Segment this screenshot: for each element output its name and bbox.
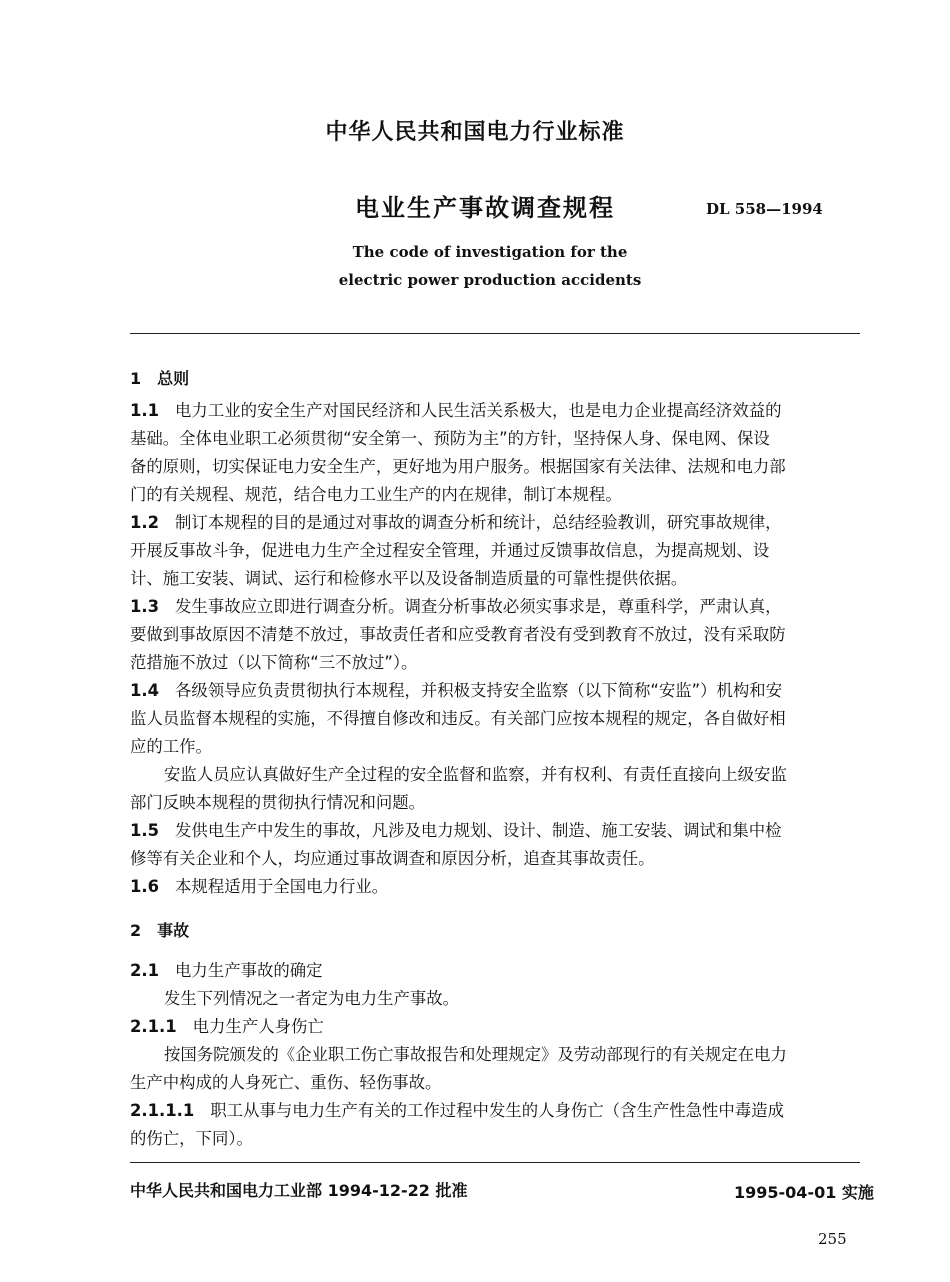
paragraph-line: 基础。全体电业职工必须贯彻“安全第一、预防为主”的方针，坚持保人身、保电网、保设 xyxy=(130,429,770,448)
paragraph-line: 的伤亡，下同）。 xyxy=(130,1129,253,1148)
section-title: 总则 xyxy=(157,369,190,388)
section-number: 2 xyxy=(130,921,142,940)
paragraph-line: 安监人员应认真做好生产全过程的安全监督和监察，并有权利、有责任直接向上级安监 xyxy=(164,765,787,784)
paragraph-line: 计、施工安装、调试、运行和检修水平以及设备制造质量的可靠性提供依据。 xyxy=(130,569,688,588)
document-code: DL 558—1994 xyxy=(706,200,823,218)
paragraph-line: 门的有关规程、规范，结合电力工业生产的内在规律，制订本规程。 xyxy=(130,485,622,504)
paragraph-line: 发生下列情况之一者定为电力生产事故。 xyxy=(164,989,460,1008)
paragraph-line: 备的原则，切实保证电力安全生产，更好地为用户服务。根据国家有关法律、法规和电力部 xyxy=(130,457,786,476)
paragraph-line: 修等有关企业和个人，均应通过事故调查和原因分析，追查其事故责任。 xyxy=(130,849,655,868)
paragraph-line: 1.3 发生事故应立即进行调查分析。调查分析事故必须实事求是，尊重科学，严肃认真， xyxy=(130,597,782,616)
clause-number: 1.1 xyxy=(130,401,160,420)
paragraph-line: 2.1 电力生产事故的确定 xyxy=(130,961,323,980)
page-number: 255 xyxy=(818,1230,847,1248)
effective-date: 1995-04-01 实施 xyxy=(734,1183,874,1202)
paragraph-line: 部门反映本规程的贯彻执行情况和问题。 xyxy=(130,793,426,812)
header-divider xyxy=(130,333,860,334)
clause-number: 1.5 xyxy=(130,821,160,840)
clause-number: 1.2 xyxy=(130,513,160,532)
paragraph-line: 2.1.1.1 职工从事与电力生产有关的工作过程中发生的人身伤亡（含生产性急性中毒造成 xyxy=(130,1101,784,1120)
paragraph-line: 1.4 各级领导应负责贯彻执行本规程，并积极支持安全监察（以下简称“安监”）机构和安 xyxy=(130,681,783,700)
paragraph-line: 1.1 电力工业的安全生产对国民经济和人民生活关系极大，也是电力企业提高经济效益的 xyxy=(130,401,782,420)
paragraph-line: 1.2 制订本规程的目的是通过对事故的调查分析和统计，总结经验教训，研究事故规律， xyxy=(130,513,782,532)
paragraph-line: 应的工作。 xyxy=(130,737,212,756)
paragraph-line: 生产中构成的人身死亡、重伤、轻伤事故。 xyxy=(130,1073,442,1092)
section-2-body xyxy=(130,957,860,1153)
paragraph-line: 范措施不放过（以下简称“三不放过”）。 xyxy=(130,653,418,672)
clause-number: 1.4 xyxy=(130,681,160,700)
document-title: 电业生产事故调查规程 xyxy=(355,194,615,222)
clause-number: 1.6 xyxy=(130,877,160,896)
section-title: 事故 xyxy=(157,921,190,940)
english-title-line-2: electric power production accidents xyxy=(338,271,642,289)
clause-number: 2.1.1 xyxy=(130,1017,177,1036)
clause-number: 2.1 xyxy=(130,961,160,980)
section-heading-1 xyxy=(130,366,189,389)
clause-number: 2.1.1.1 xyxy=(130,1101,195,1120)
paragraph-line: 1.6 本规程适用于全国电力行业。 xyxy=(130,877,389,896)
english-title xyxy=(0,238,950,294)
section-heading-2 xyxy=(130,918,189,941)
approval-statement: 中华人民共和国电力工业部 1994-12-22 批准 xyxy=(130,1181,468,1200)
clause-number: 1.3 xyxy=(130,597,160,616)
paragraph-line: 2.1.1 电力生产人身伤亡 xyxy=(130,1017,324,1036)
section-number: 1 xyxy=(130,369,142,388)
footer-divider xyxy=(130,1162,860,1163)
section-1-body xyxy=(130,397,860,901)
paragraph-line: 要做到事故原因不清楚不放过，事故责任者和应受教育者没有受到教育不放过，没有采取防 xyxy=(130,625,786,644)
paragraph-line: 1.5 发供电生产中发生的事故，凡涉及电力规划、设计、制造、施工安装、调试和集中检 xyxy=(130,821,782,840)
standard-title: 中华人民共和国电力行业标准 xyxy=(325,120,625,145)
paragraph-line: 监人员监督本规程的实施，不得擅自修改和违反。有关部门应按本规程的规定，各自做好相 xyxy=(130,709,786,728)
english-title-line-1: The code of investigation for the xyxy=(352,243,628,261)
paragraph-line: 按国务院颁发的《企业职工伤亡事故报告和处理规定》及劳动部现行的有关规定在电力 xyxy=(164,1045,787,1064)
paragraph-line: 开展反事故斗争，促进电力生产全过程安全管理，并通过反馈事故信息，为提高规划、设 xyxy=(130,541,770,560)
